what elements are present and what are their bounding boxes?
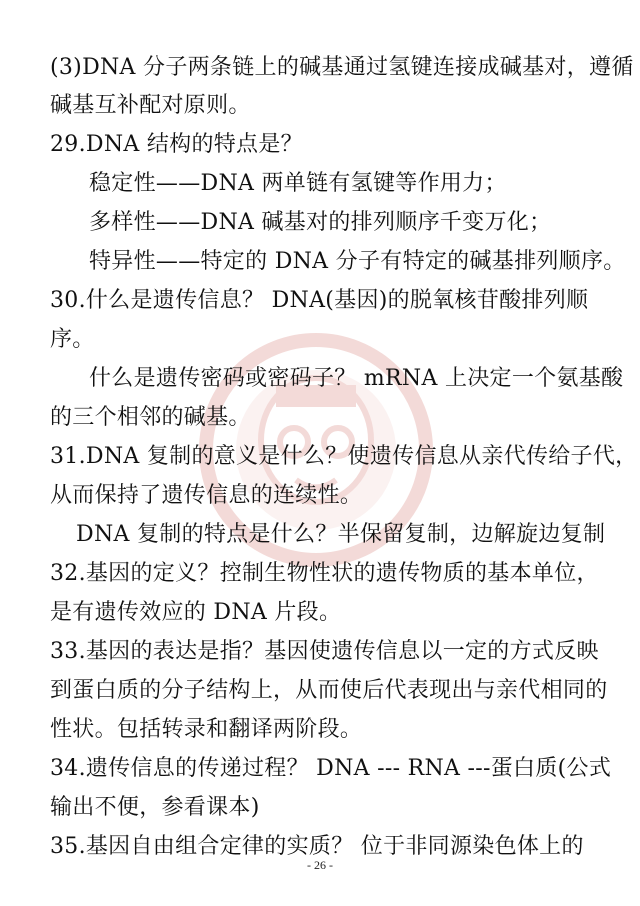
text-line: 从而保持了遗传信息的连续性。 [50, 483, 363, 508]
text-line: 35.基因自由组合定律的实质？ 位于非同源染色体上的 [50, 834, 584, 859]
text-line: 34.遗传信息的传递过程？ DNA --- RNA ---蛋白质(公式 [50, 756, 612, 781]
text-line: (3)DNA 分子两条链上的碱基通过氢键连接成碱基对，遵循 [50, 55, 634, 80]
text-line: 30.什么是遗传信息？ DNA(基因)的脱氧核苷酸排列顺 [50, 288, 589, 313]
text-line: 性状。包括转录和翻译两阶段。 [50, 717, 363, 742]
page-number: - 26 - [307, 858, 333, 872]
text-line: 29.DNA 结构的特点是？ [50, 132, 303, 157]
text-line: 什么是遗传密码或密码子？ mRNA 上决定一个氨基酸 [89, 366, 624, 391]
text-line: 到蛋白质的分子结构上，从而使后代表现出与亲代相同的 [50, 678, 608, 703]
text-line: 的三个相邻的碱基。 [50, 405, 251, 430]
text-line: 是有遗传效应的 DNA 片段。 [50, 600, 342, 625]
text-line: 31.DNA 复制的意义是什么？使遗传信息从亲代传给子代， [50, 444, 638, 469]
text-line: 碱基互补配对原则。 [50, 93, 251, 118]
text-line: 稳定性——DNA 两单链有氢键等作用力； [89, 171, 507, 196]
text-line: 输出不便，参看课本) [50, 795, 260, 820]
text-line: 多样性——DNA 碱基对的排列顺序千变万化； [89, 210, 552, 235]
text-line: 特异性——特定的 DNA 分子有特定的碱基排列顺序。 [89, 249, 626, 274]
text-line: DNA 复制的特点是什么？半保留复制，边解旋边复制 [76, 522, 606, 547]
text-line: 序。 [50, 327, 95, 352]
text-line: 33.基因的表达是指？基因使遗传信息以一定的方式反映 [50, 639, 599, 664]
text-line: 32.基因的定义？控制生物性状的遗传物质的基本单位， [50, 561, 599, 586]
